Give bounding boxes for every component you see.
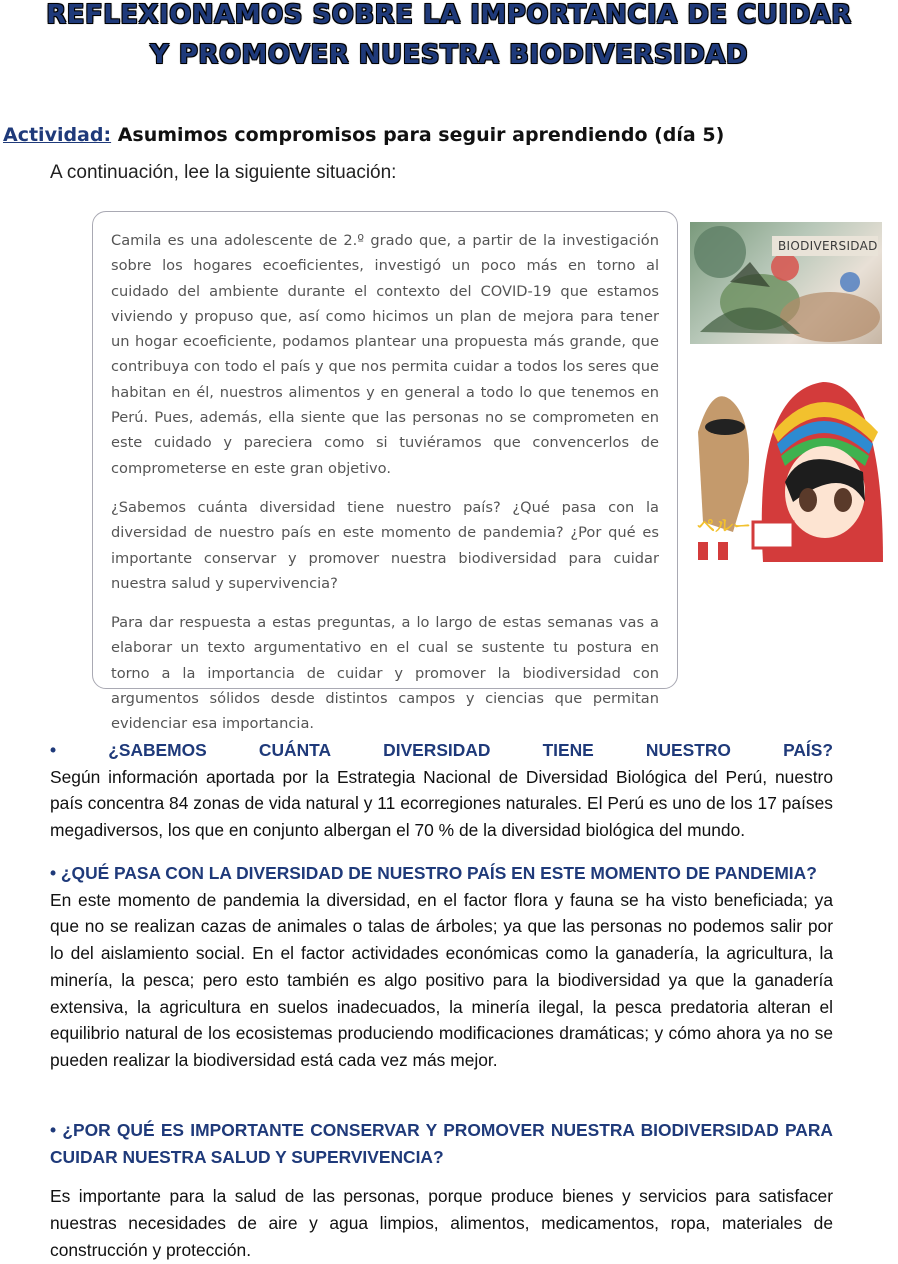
activity-text: Asumimos compromisos para seguir aprendiendo (día 5) [111, 124, 725, 146]
section-importance-heading: • ¿POR QUÉ ES IMPORTANTE CONSERVAR Y PROMOVER NUESTRA BIODIVERSIDAD PARA CUIDAR NUESTRA SALUD Y SUPERVIVENCIA? [50, 1120, 833, 1167]
heading-word: DIVERSIDAD [383, 740, 491, 760]
anime-sign-text: ペルー [697, 516, 751, 537]
situation-paragraph-3: Para dar respuesta a estas preguntas, a lo largo de estas semanas vas a elaborar un texto argumentativo en el cual se sustente tu postura en torno a la importancia de cuidar y promover la biodiversidad con argumentos sólidos desde distintos campos y ciencias que permitan evidenciar esa importancia. [111, 614, 659, 733]
section-importance-body: Es importante para la salud de las personas, porque produce bienes y servicios para satisfacer nuestras necesidades de aire y agua limpios, alimentos, medicamentos, ropa, materiales de construcción y protección. [50, 1186, 833, 1260]
biodiversity-collage-image [690, 222, 882, 344]
section-bullet: • [50, 740, 57, 760]
section-diversity-heading [50, 737, 833, 764]
section-pandemic-heading: • ¿QUÉ PASA CON LA DIVERSIDAD DE NUESTRO PAÍS EN ESTE MOMENTO DE PANDEMIA? [50, 863, 817, 883]
intro-text: A continuación, lee la siguiente situación: [50, 162, 397, 183]
section-pandemic [50, 860, 833, 1074]
heading-word: PAÍS? [783, 740, 833, 760]
heading-word: NUESTRO [645, 740, 731, 760]
page-title-line1: REFLEXIONAMOS SOBRE LA IMPORTANCIA DE CUIDAR [46, 0, 852, 30]
page-title-line2: Y PROMOVER NUESTRA BIODIVERSIDAD [149, 40, 749, 70]
section-importance [50, 1117, 833, 1264]
section-diversity [50, 737, 833, 844]
heading-word: ¿SABEMOS [108, 740, 207, 760]
activity-label: Actividad: [3, 124, 112, 146]
section-pandemic-body: En este momento de pandemia la diversidad, en el factor flora y fauna se ha visto beneficiada; ya que no se realizan cazas de animales o talas de árboles; ya que las personas no podemos salir por lo del aislamiento social. En el factor actividades económicas como la ganadería, la agricultura, la minería, la pesca; pero esto también es algo positivo para la biodiversidad ya que la ganadería extensiva, la agricultura en suelos inadecuados, la minería ilegal, la pesca predatoria alteran el equilibrio natural de los ecosistemas produciendo modificaciones dramáticas; y cómo ahora ya no se pueden realizar la biodiversidad está cada vez más mejor. [50, 889, 833, 1070]
heading-word: CUÁNTA [258, 740, 332, 760]
situation-box [92, 211, 678, 733]
section-diversity-body: Según información aportada por la Estrategia Nacional de Diversidad Biológica del Perú, nuestro país concentra 84 zonas de vida natural y 11 ecorregiones naturales. El Perú es uno de los 17 países megadiversos, los que en conjunto albergan el 70 % de la diversidad biológica del mundo. [50, 766, 833, 841]
heading-word: TIENE [542, 740, 594, 760]
activity-heading [3, 124, 724, 146]
situation-paragraph-1: Camila es una adolescente de 2.º grado que, a partir de la investigación sobre los hogares ecoeficientes, investigó un poco más en torno al cuidado del ambiente durante el contexto del COVID-19 que estamos viviendo y propuso que, así como hicimos un plan de mejora para tener un hogar ecoeficiente, podamos plantear una propuesta más grande, que contribuya con todo el país y que nos permita cuidar a todos los seres que habitan en él, nuestros alimentos y en general a todo lo que tenemos en Perú. Pues, además, ella siente que las personas no se comprometen en este cuidado y pareciera como si tuviéramos que convencerlos de comprometerse en este gran objetivo. [111, 232, 659, 477]
situation-paragraph-2: ¿Sabemos cuánta diversidad tiene nuestro país? ¿Qué pasa con la diversidad de nuestro país en este momento de pandemia? ¿Por qué es importante conservar y promover nuestra biodiversidad para cuidar nuestra salud y supervivencia? [111, 498, 659, 592]
biodiversity-label: BIODIVERSIDAD [778, 239, 878, 253]
anime-character-llama-image [693, 372, 885, 564]
